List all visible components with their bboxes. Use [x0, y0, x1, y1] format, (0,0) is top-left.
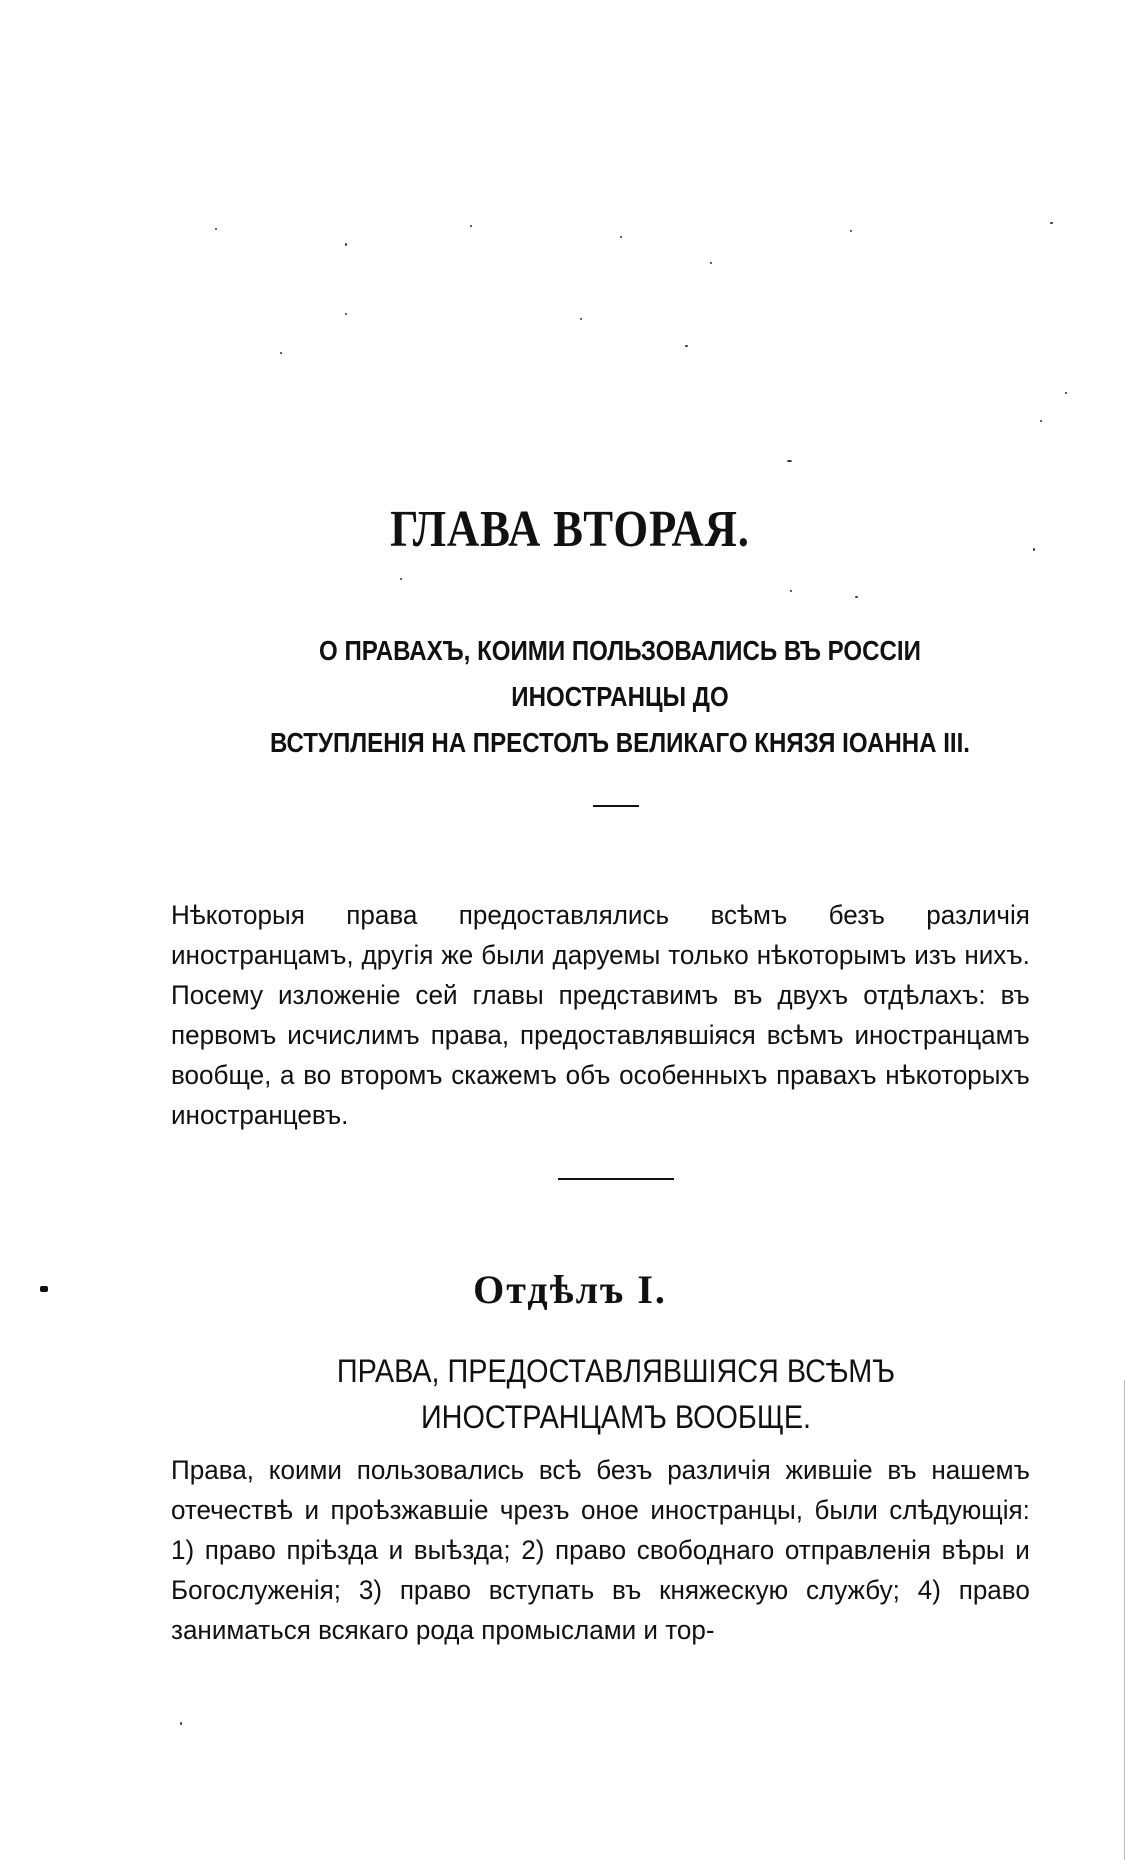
chapter-title: ГЛАВА ВТОРАЯ. [390, 501, 750, 558]
chapter-subtitle [233, 628, 1007, 766]
scan-speck [580, 318, 582, 320]
scan-speck [685, 345, 688, 347]
section-paragraph: Права, коими пользовались всѣ безъ различія жившіе въ нашемъ отечествѣ и проѣзжавшіе чрезъ оное иностранцы, были слѣдующія: 1) право пріѣзда и выѣзда; 2) право свободнаго отправленія вѣры и Богослуженія; 3) право вступать въ княжескую службу; 4) право заниматься всякаго рода промыслами и тор- [171, 1455, 1030, 1645]
scan-speck [180, 1722, 182, 1725]
short-divider-rule [593, 805, 639, 807]
scan-speck [620, 236, 622, 238]
scan-speck [1050, 222, 1053, 224]
intro-paragraph: Нѣкоторыя права предоставлялись всѣмъ безъ различія иностранцамъ, другія же были даруемы только нѣкоторымъ изъ нихъ. Посему изложеніе сей главы представимъ въ двухъ отдѣлахъ: въ первомъ исчислимъ права, предоставлявшіяся всѣмъ иностранцамъ вообще, а во второмъ скажемъ объ особенныхъ правахъ нѣкоторыхъ иностранцевъ. [171, 900, 1030, 1130]
scan-speck [215, 228, 217, 230]
section-divider-rule [558, 1178, 674, 1180]
scan-speck [345, 313, 347, 315]
scan-speck [850, 230, 852, 232]
scan-speck [790, 590, 792, 592]
scan-speck [280, 352, 282, 354]
chapter-subtitle-line-1: О ПРАВАХЪ, КОИМИ ПОЛЬЗОВАЛИСЬ ВЪ РОССІИ ИНОСТРАНЦЫ ДО [319, 635, 921, 712]
scan-speck [1065, 392, 1067, 394]
scan-speck [1040, 420, 1042, 422]
scan-speck [345, 243, 347, 246]
chapter-subtitle-line-2: ВСТУПЛЕНІЯ НА ПРЕСТОЛЪ ВЕЛИКАГО КНЯЗЯ ІОАННА III. [270, 727, 970, 758]
scan-speck [710, 262, 712, 264]
scan-speck [470, 225, 472, 227]
section-heading: ПРАВА, ПРЕДОСТАВЛЯВШІЯСЯ ВСѢМЪ ИНОСТРАНЦАМЪ ВООБЩЕ. [336, 1353, 896, 1435]
section-title: Отдѣлъ I. [473, 1267, 667, 1312]
scan-speck [787, 460, 792, 462]
scan-speck [855, 596, 858, 598]
scan-speck [400, 578, 402, 580]
page-edge-line [1124, 1380, 1125, 1860]
